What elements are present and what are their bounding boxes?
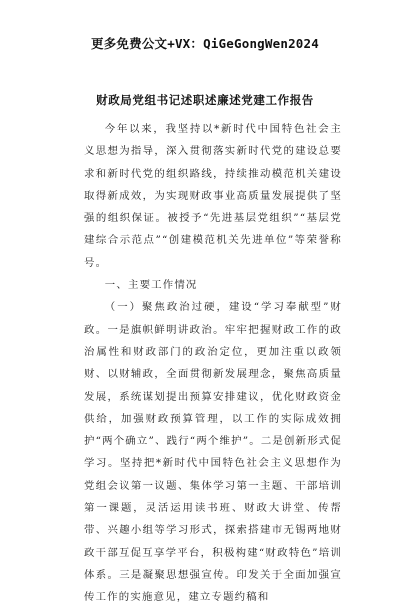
document-body <box>84 118 342 609</box>
section-heading: 一、主要工作情况 <box>104 279 198 292</box>
header-watermark: 更多免费公文+VX：QiGeGongWen2024 <box>91 36 319 51</box>
body-paragraph: （一）聚焦政治过硬，建设“学习奉献型”财政。一是旗帜鲜明讲政治。牢牢把握财政工作的政治属性和财政部门的政治定位，更加注重以政领财、以财辅政，全面贯彻新发展理念，聚焦高质量发展，系统谋划提出预算安排建议，优化财政资金供给，加强财政预算管理，以工作的实际成效拥护“两个确立”、践行“两个维护”。二是创新形式促学习。坚持把*新时代中国特色社会主义思想作为党组会议第一议题、集体学习第一主题、干部培训第一课题，灵活运用读书班、财政大讲堂、传帮带、兴趣小组等学习形式，探索搭建市无锡两地财政干部互促互享学平台，积极构建“财政特色”培训体系。三是凝聚思想强宣传。印发关于全面加强宣传工作的实施意见，建立专题约稿和 <box>84 301 342 604</box>
intro-paragraph: 今年以来，我坚持以*新时代中国特色社会主义思想为指导，深入贯彻落实新时代党的建设总要求和新时代党的组织路线，持续推动模范机关建设取得新成效，为实现财政事业高质量发展提供了坚强的组织保证。被授予“先进基层党组织”“基层党建综合示范点”“创建模范机关先进单位”等荣誉称号。 <box>84 123 342 269</box>
document-title: 财政局党组书记述职述廉述党建工作报告 <box>96 93 314 107</box>
